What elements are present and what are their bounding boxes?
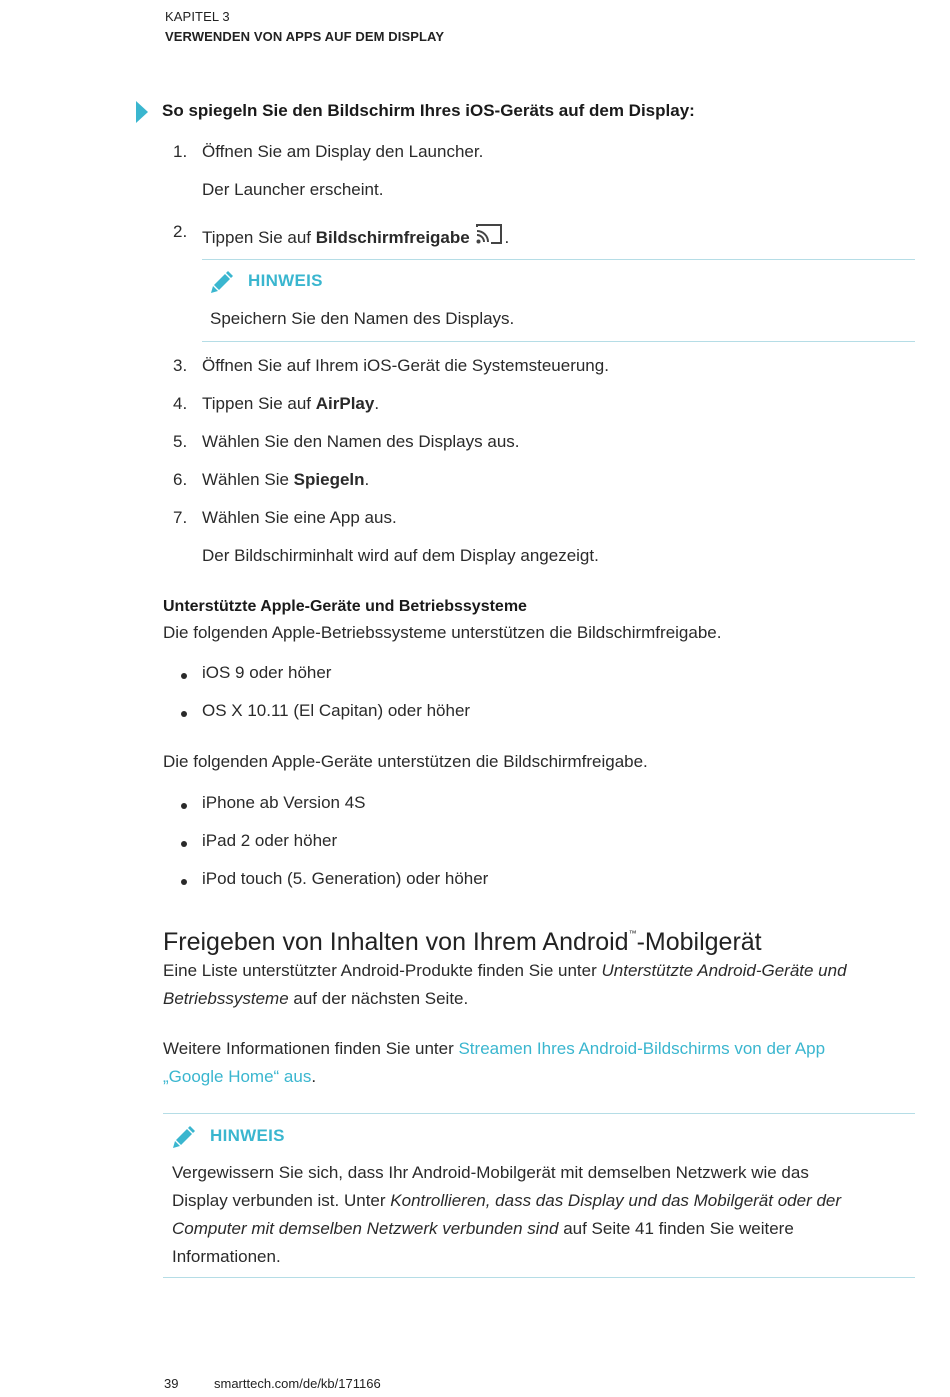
footer-url: smarttech.com/de/kb/171166: [214, 1376, 381, 1391]
arrow-right-icon: [136, 101, 148, 123]
airplay-label: AirPlay: [315, 394, 375, 413]
list-item: iOS 9 oder höher: [202, 663, 332, 682]
note-line: Display verbunden ist. Unter: [172, 1191, 391, 1210]
cross-reference: Kontrollieren, dass das Display und das Mobilgerät oder der: [390, 1191, 842, 1210]
devices-intro: Die folgenden Apple-Geräte unterstützen die Bildschirmfreigabe.: [163, 752, 648, 771]
note-title: HINWEIS: [210, 1126, 285, 1145]
mirror-label: Spiegeln: [293, 470, 365, 489]
step-number: 7.: [173, 508, 188, 527]
step-text: Wählen Sie den Namen des Displays aus.: [202, 432, 520, 451]
step-text: [202, 222, 509, 248]
bullet: [181, 673, 187, 679]
bullet: [181, 803, 187, 809]
bullet: [181, 879, 187, 885]
list-item: iPhone ab Version 4S: [202, 793, 366, 812]
note-top-rule: [202, 259, 915, 260]
cast-icon: [474, 222, 504, 246]
google-home-link[interactable]: Streamen Ihres Android-Bildschirms von der App: [458, 1039, 826, 1058]
paragraph-text: .: [311, 1067, 317, 1086]
trademark: ™: [628, 929, 637, 938]
procedure-title: So spiegeln Sie den Bildschirm Ihres iOS-Geräts auf dem Display:: [162, 101, 695, 120]
note-text: Speichern Sie den Namen des Displays.: [210, 309, 515, 328]
heading-text: Freigeben von Inhalten von Ihrem Android: [163, 928, 629, 956]
os-intro: Die folgenden Apple-Betriebssysteme unterstützen die Bildschirmfreigabe.: [163, 623, 722, 642]
heading-text-end: -Mobilgerät: [636, 928, 762, 956]
step-result: Der Launcher erscheint.: [202, 180, 384, 199]
step-text: Öffnen Sie am Display den Launcher.: [202, 142, 484, 161]
note-title: HINWEIS: [248, 271, 323, 290]
pencil-icon: [208, 270, 234, 296]
step-text: [202, 470, 369, 490]
bullet: [181, 841, 187, 847]
step-text: [202, 394, 379, 414]
note-text: [172, 1159, 912, 1271]
step-text-post: .: [374, 394, 380, 413]
list-item: iPod touch (5. Generation) oder höher: [202, 869, 489, 888]
paragraph: [163, 957, 923, 1013]
step-text-post: .: [504, 228, 510, 247]
page-number: 39: [164, 1376, 179, 1391]
note-line: auf Seite 41 finden Sie weitere: [558, 1219, 794, 1238]
paragraph: [163, 1035, 923, 1091]
list-item: OS X 10.11 (El Capitan) oder höher: [202, 701, 471, 720]
step-result: Der Bildschirminhalt wird auf dem Display angezeigt.: [202, 546, 599, 565]
chapter-label: KAPITEL 3: [165, 9, 230, 24]
step-text: Öffnen Sie auf Ihrem iOS-Gerät die Systemsteuerung.: [202, 356, 609, 375]
cross-reference: Unterstützte Android-Geräte und: [601, 961, 847, 980]
cross-reference: Computer mit demselben Netzwerk verbunden sind: [172, 1219, 559, 1238]
note-line: Vergewissern Sie sich, dass Ihr Android-Mobilgerät mit demselben Netzwerk wie das: [172, 1163, 809, 1182]
step-text-post: .: [364, 470, 370, 489]
list-item: iPad 2 oder höher: [202, 831, 338, 850]
bullet: [181, 711, 187, 717]
note-bottom-rule: [163, 1277, 915, 1278]
section-subheading: Unterstützte Apple-Geräte und Betriebssysteme: [163, 598, 527, 615]
cross-reference: Betriebssysteme: [163, 989, 289, 1008]
step-number: 2.: [173, 222, 188, 241]
step-text-pre: Tippen Sie auf: [202, 394, 316, 413]
step-number: 4.: [173, 394, 188, 413]
chapter-title: VERWENDEN VON APPS AUF DEM DISPLAY: [165, 29, 445, 44]
step-number: 5.: [173, 432, 188, 451]
step-text-pre: Wählen Sie: [202, 470, 294, 489]
google-home-link[interactable]: „Google Home“ aus: [163, 1067, 312, 1086]
step-number: 6.: [173, 470, 188, 489]
step-number: 1.: [173, 142, 188, 161]
note-line: Informationen.: [172, 1247, 281, 1266]
step-text: Wählen Sie eine App aus.: [202, 508, 397, 527]
pencil-icon: [170, 1125, 196, 1151]
note-bottom-rule: [202, 341, 915, 342]
paragraph-text: auf der nächsten Seite.: [288, 989, 469, 1008]
screen-share-label: Bildschirmfreigabe: [315, 228, 470, 247]
note-top-rule: [163, 1113, 915, 1114]
paragraph-text: Weitere Informationen finden Sie unter: [163, 1039, 459, 1058]
paragraph-text: Eine Liste unterstützter Android-Produkte finden Sie unter: [163, 961, 602, 980]
section-heading: [163, 928, 762, 957]
step-text-pre: Tippen Sie auf: [202, 228, 316, 247]
step-number: 3.: [173, 356, 188, 375]
